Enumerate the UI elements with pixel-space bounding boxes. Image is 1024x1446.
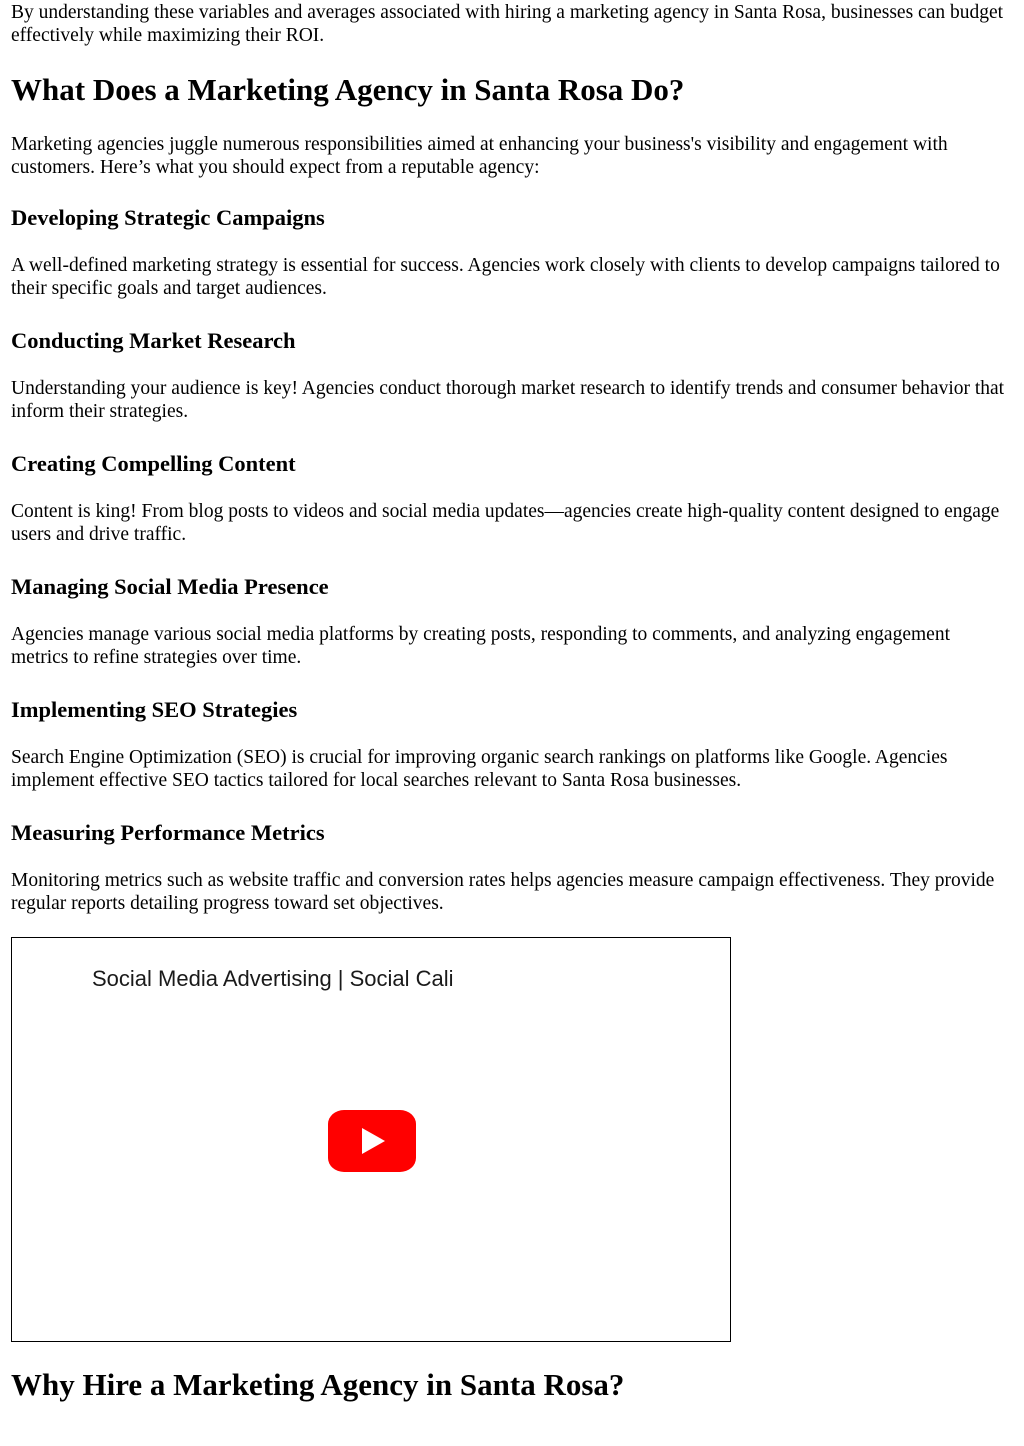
subsection-heading: Developing Strategic Campaigns [11,205,325,230]
subsection-body: Understanding your audience is key! Agencies conduct thorough market research to identify trends and consumer behavior that inform their strategies. [11,378,1005,422]
play-icon [362,1128,385,1154]
subsection-heading: Measuring Performance Metrics [11,820,325,845]
youtube-play-button[interactable] [328,1110,416,1172]
video-title[interactable]: Social Media Advertising | Social Cali [92,966,454,991]
section-heading-what-does-agency-do: What Does a Marketing Agency in Santa Rosa Do? [11,72,685,107]
subsection-body: Monitoring metrics such as website traffic and conversion rates helps agencies measure campaign effectiveness. They provide regular reports detailing progress toward set objectives. [11,870,995,914]
subsection-body: Search Engine Optimization (SEO) is crucial for improving organic search rankings on platforms like Google. Agencies implement effective SEO tactics tailored for local searches relevant to Santa Rosa businesses. [11,747,948,791]
intro-paragraph: By understanding these variables and averages associated with hiring a marketing agency in Santa Rosa, businesses can budget effectively while maximizing their ROI. [11,2,1004,46]
subsection-heading: Managing Social Media Presence [11,574,329,599]
subsection-body: Agencies manage various social media platforms by creating posts, responding to comments, and analyzing engagement metrics to refine strategies over time. [11,624,950,668]
subsection-heading: Implementing SEO Strategies [11,697,298,722]
subsection-body: A well-defined marketing strategy is essential for success. Agencies work closely with clients to develop campaigns tailored to their specific goals and target audiences. [11,255,1000,299]
what-paragraph: Marketing agencies juggle numerous responsibilities aimed at enhancing your business's visibility and engagement with customers. Here’s what you should expect from a reputable agency: [11,134,948,178]
subsection-heading: Conducting Market Research [11,328,296,353]
subsection-body: Content is king! From blog posts to videos and social media updates—agencies create high-quality content designed to engage users and drive traffic. [11,501,1000,545]
video-embed[interactable] [11,937,731,1342]
subsection-heading: Creating Compelling Content [11,451,296,476]
section-heading-why-hire: Why Hire a Marketing Agency in Santa Rosa? [11,1367,625,1402]
